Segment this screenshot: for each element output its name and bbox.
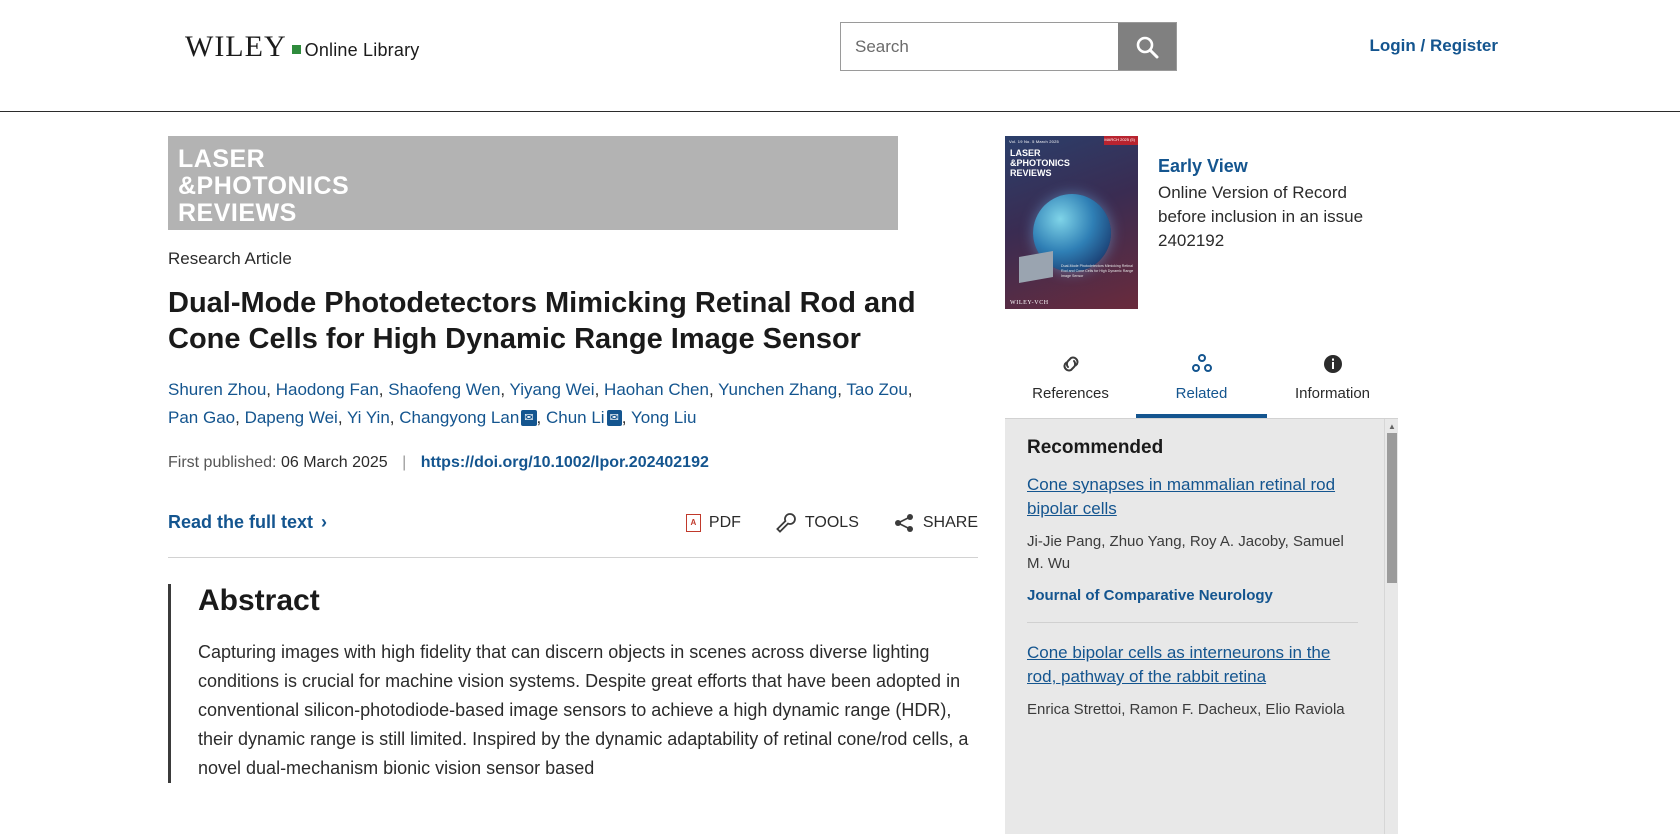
tab-information-label: Information bbox=[1294, 385, 1371, 402]
page-title: Dual-Mode Photodetectors Mimicking Retinal Rod and Cone Cells for High Dynamic Range Image Sensor bbox=[168, 287, 916, 355]
cover-title-line-3: REVIEWS bbox=[1010, 168, 1052, 178]
login-register-link[interactable]: Login / Register bbox=[1369, 36, 1498, 55]
author-link[interactable]: Yong Liu bbox=[630, 408, 697, 428]
doi-link[interactable]: https://doi.org/10.1002/lpor.202402192 bbox=[420, 454, 709, 472]
recommended-article-link[interactable]: Cone bipolar cells as interneurons in the rod, pathway of the rabbit retina bbox=[1027, 643, 1331, 686]
online-library-wordmark: Online Library bbox=[304, 40, 420, 60]
pubinfo-separator: | bbox=[402, 454, 407, 472]
wrench-icon bbox=[775, 513, 797, 533]
pdf-button[interactable] bbox=[686, 514, 741, 532]
cover-title-line-1: LASER bbox=[1010, 148, 1041, 158]
info-icon bbox=[1267, 353, 1398, 377]
tools-button[interactable] bbox=[775, 513, 859, 533]
early-view-article-id: 2402192 bbox=[1158, 231, 1225, 250]
link-icon bbox=[1005, 353, 1136, 377]
cover-publisher-mark: WILEY-VCH bbox=[1010, 300, 1049, 306]
cover-device-graphic bbox=[1019, 251, 1053, 283]
journal-banner-line-3: REVIEWS bbox=[178, 199, 297, 227]
author-list: Shuren Zhou, Haodong Fan, Shaofeng Wen, Yiyang Wei, Haohan Chen, Yunchen Zhang, Tao Zou, Pan Gao, Dapeng Wei, Yi Yin, Changyong Lan ✉ , Chun Li ✉ , Yong Liu bbox=[168, 380, 913, 428]
journal-banner[interactable] bbox=[168, 136, 898, 230]
author-link[interactable]: Yiyang Wei bbox=[509, 380, 595, 400]
tab-references[interactable] bbox=[1005, 343, 1136, 418]
cover-journal-title bbox=[1005, 144, 1138, 182]
logo-square-icon bbox=[292, 45, 301, 54]
tab-related[interactable] bbox=[1136, 343, 1267, 418]
corresponding-author-email-icon[interactable]: ✉ bbox=[521, 410, 536, 426]
list-item bbox=[1027, 641, 1358, 739]
recommended-article-link[interactable]: Cone synapses in mammalian retinal rod bipolar cells bbox=[1027, 475, 1336, 518]
pdf-label: PDF bbox=[708, 513, 741, 531]
sidebar-tabs bbox=[1005, 343, 1398, 419]
first-published-date: 06 March 2025 bbox=[280, 454, 388, 472]
read-full-text-label: Read the full text bbox=[168, 512, 314, 533]
cover-issue-tag: MARCH 2025 (5) bbox=[1104, 137, 1135, 142]
search-button[interactable] bbox=[1118, 23, 1176, 70]
journal-cover-image[interactable] bbox=[1005, 136, 1138, 309]
article-actions-row bbox=[168, 512, 978, 558]
journal-banner-line-2: &PHOTONICS bbox=[178, 172, 350, 200]
article-sidebar bbox=[1005, 112, 1680, 834]
article-main-column bbox=[0, 112, 1005, 834]
issue-cover-row bbox=[1005, 136, 1680, 309]
recommended-panel bbox=[1005, 419, 1398, 834]
chevron-right-icon: › bbox=[321, 512, 328, 533]
early-view-description bbox=[1158, 181, 1363, 253]
journal-banner-line-1: LASER bbox=[178, 145, 266, 173]
abstract-section bbox=[168, 584, 978, 783]
pdf-icon: A bbox=[686, 514, 701, 532]
cover-title-line-2: &PHOTONICS bbox=[1010, 158, 1070, 168]
author-link[interactable]: Haodong Fan bbox=[275, 380, 379, 400]
recommended-list bbox=[1005, 419, 1380, 739]
author-link[interactable]: Yunchen Zhang bbox=[718, 380, 838, 400]
author-link[interactable]: Pan Gao bbox=[168, 408, 236, 428]
cover-volume-text: Vol. 19 No. 5 March 2025 bbox=[1009, 139, 1059, 144]
early-view-line-1: Online Version of Record bbox=[1158, 183, 1347, 202]
author-link[interactable]: Shuren Zhou bbox=[168, 380, 267, 400]
author-link[interactable]: Dapeng Wei bbox=[244, 408, 338, 428]
scroll-up-arrow-icon[interactable]: ▲ bbox=[1385, 419, 1398, 433]
early-view-line-2: before inclusion in an issue bbox=[1158, 207, 1364, 226]
read-full-text-button[interactable] bbox=[168, 512, 327, 533]
publication-info bbox=[168, 454, 1005, 472]
recommended-article-authors: Ji-Jie Pang, Zhuo Yang, Roy A. Jacoby, Samuel M. Wu bbox=[1027, 533, 1344, 572]
share-icon bbox=[893, 513, 915, 533]
author-link[interactable]: Shaofeng Wen bbox=[388, 380, 501, 400]
article-tools-group bbox=[686, 513, 978, 533]
related-nodes-icon bbox=[1136, 353, 1267, 377]
share-button[interactable] bbox=[893, 513, 978, 533]
scrollbar-thumb[interactable] bbox=[1387, 433, 1397, 583]
recommended-article-authors: Enrica Strettoi, Ramon F. Dacheux, Elio Raviola bbox=[1027, 701, 1345, 718]
search-bar bbox=[840, 22, 1177, 71]
early-view-link[interactable]: Early View bbox=[1158, 156, 1248, 176]
list-item bbox=[1027, 473, 1358, 623]
cover-caption: Dual-Mode Photodetectors Mimicking Retinal Rod and Cone Cells for High Dynamic Range Image Sensor bbox=[1061, 264, 1134, 278]
first-published-label: First published: bbox=[168, 454, 277, 472]
wiley-wordmark: WILEY bbox=[185, 30, 287, 63]
author-link[interactable]: Tao Zou bbox=[846, 380, 908, 400]
recommended-scrollbar[interactable] bbox=[1384, 419, 1398, 834]
abstract-heading: Abstract bbox=[198, 584, 320, 618]
corresponding-author-email-icon[interactable]: ✉ bbox=[607, 410, 622, 426]
tab-related-label: Related bbox=[1175, 385, 1228, 402]
search-input[interactable] bbox=[841, 23, 1118, 70]
tools-label: TOOLS bbox=[804, 513, 859, 531]
early-view-block bbox=[1158, 136, 1363, 309]
author-link[interactable]: Haohan Chen bbox=[604, 380, 709, 400]
author-link[interactable]: Changyong Lan bbox=[399, 408, 520, 428]
site-header bbox=[0, 0, 1680, 112]
abstract-text: Capturing images with high fidelity that can discern objects in scenes across diverse lighting conditions is crucial for machine vision systems. Despite great efforts that have been adopted in conventional silicon-photodiode-based image sensors to achieve a high dynamic range (HDR), their dynamic range is still limited. Inspired by the dynamic adaptability of retinal cone/rod cells, a novel dual-mechanism bionic vision sensor based bbox=[198, 642, 969, 779]
tab-references-label: References bbox=[1032, 385, 1109, 402]
search-icon bbox=[1134, 34, 1160, 60]
tab-information[interactable] bbox=[1267, 343, 1398, 418]
share-label: SHARE bbox=[922, 513, 978, 531]
article-type-label: Research Article bbox=[168, 249, 292, 268]
author-link[interactable]: Chun Li bbox=[545, 408, 605, 428]
recommended-heading: Recommended bbox=[1027, 437, 1164, 458]
recommended-article-journal[interactable]: Journal of Comparative Neurology bbox=[1027, 587, 1273, 604]
wiley-online-library-logo[interactable] bbox=[185, 30, 419, 64]
author-link[interactable]: Yi Yin bbox=[346, 408, 390, 428]
